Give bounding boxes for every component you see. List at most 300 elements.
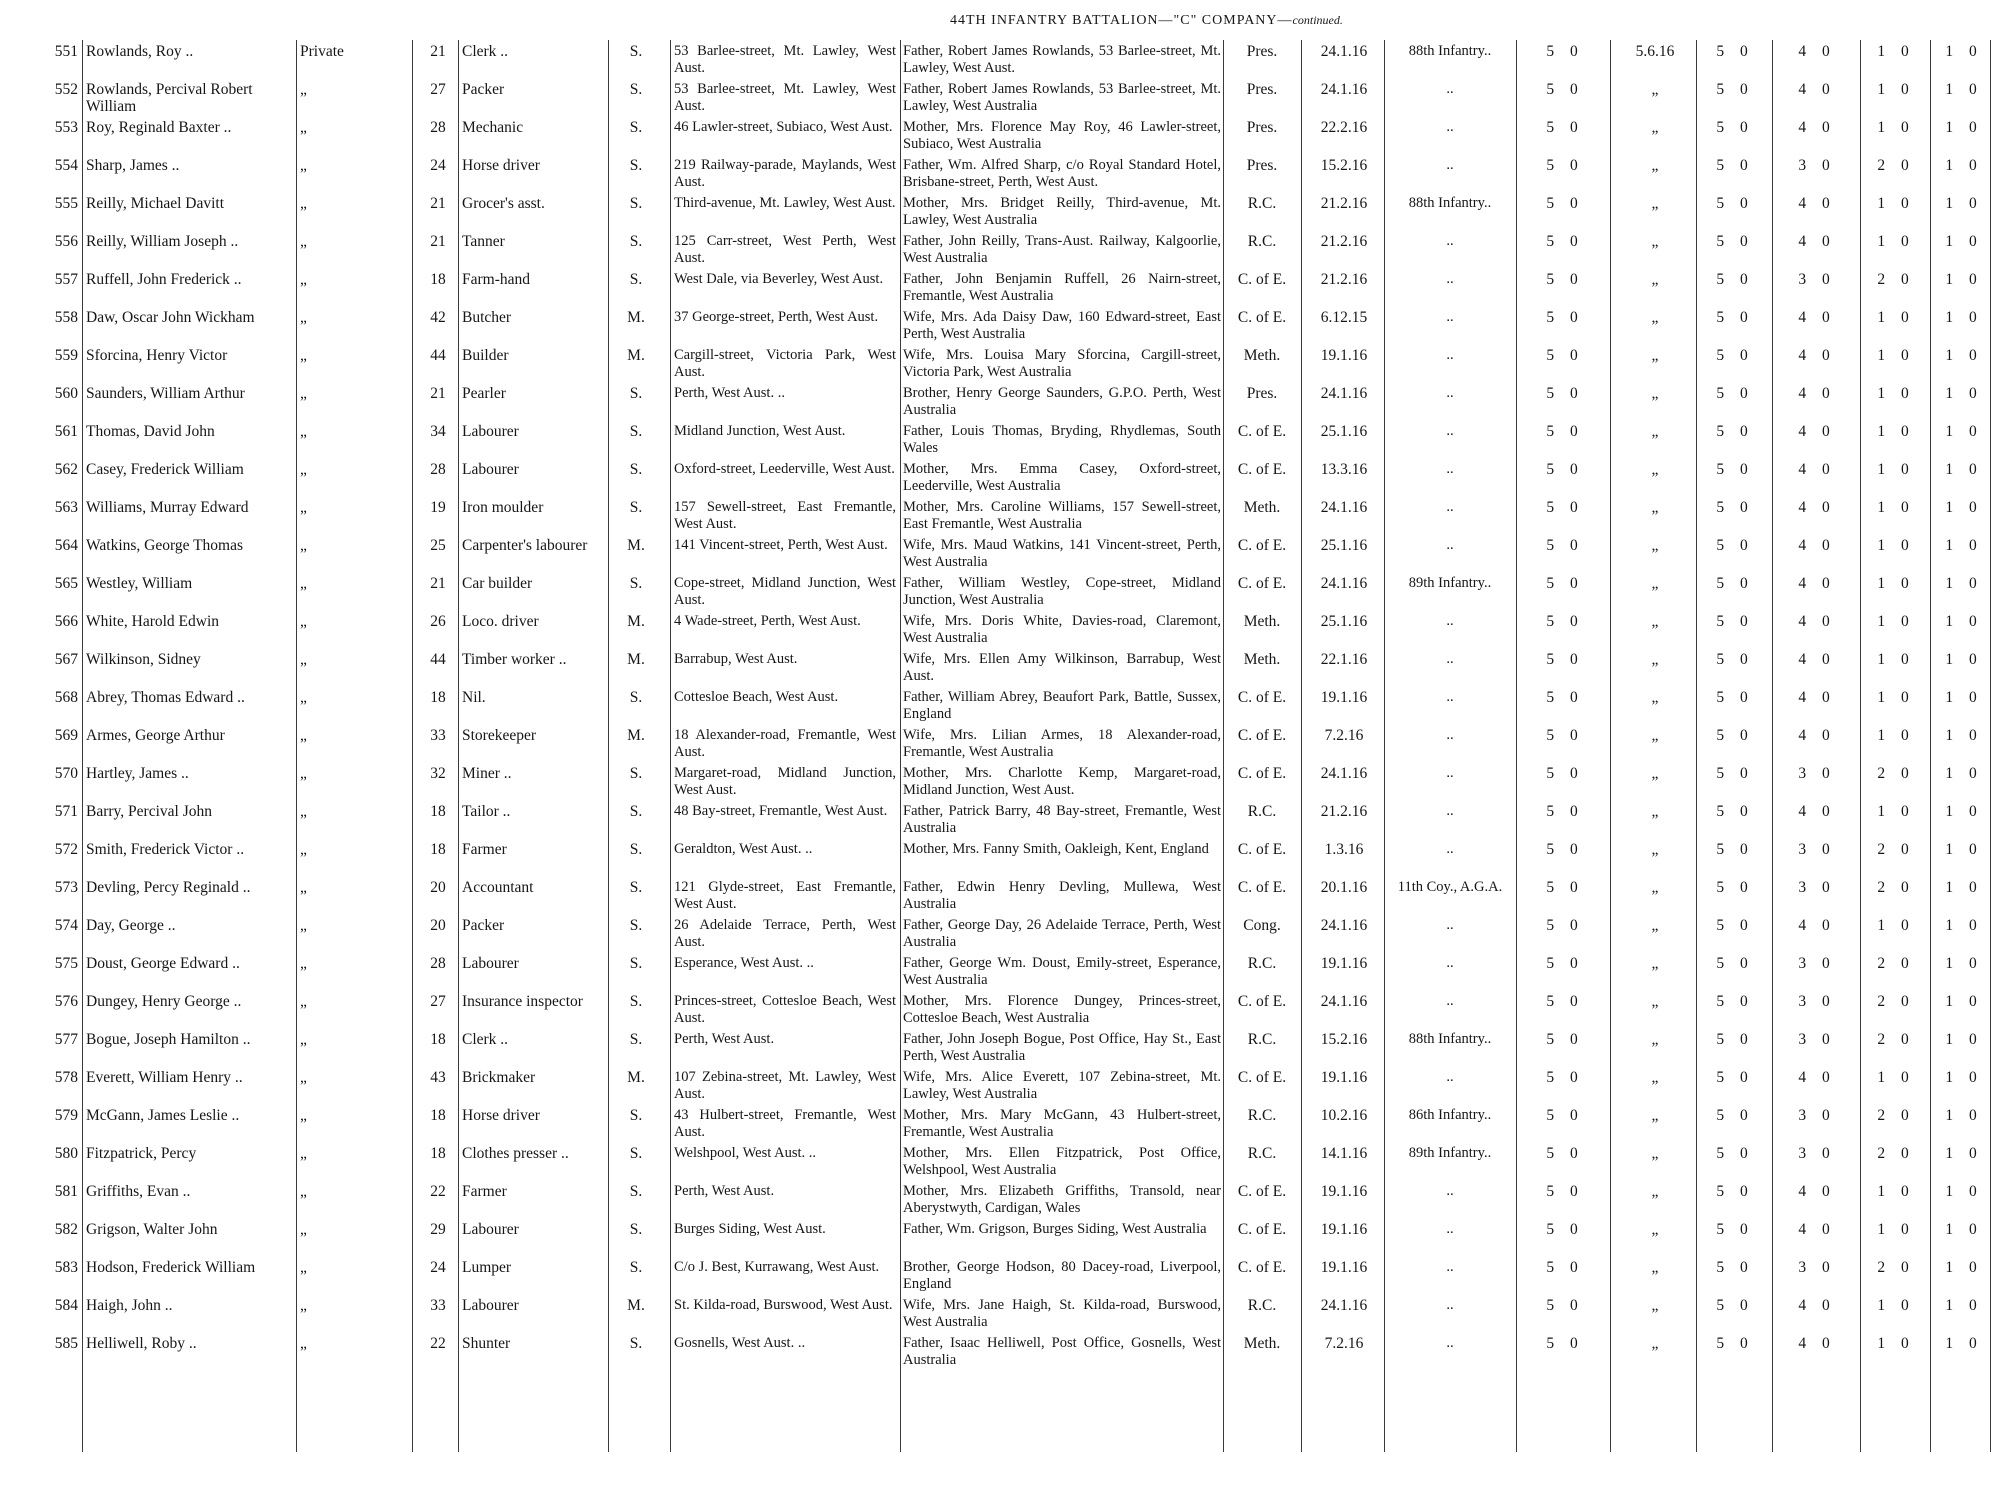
regimental-number-cell: 560 bbox=[54, 385, 78, 402]
soldier-name-cell: Armes, George Arthur bbox=[86, 727, 225, 744]
pay-rate-1-cell: 5 0 bbox=[1546, 1297, 1584, 1314]
address-cell: 26 Adelaide Terrace, Perth, West Aust. bbox=[674, 917, 896, 950]
age-cell: 20 bbox=[430, 917, 446, 934]
address-cell: 121 Glyde-street, East Fremantle, West Aust. bbox=[674, 879, 896, 912]
rank-cell: „ bbox=[300, 81, 307, 98]
separation-pay-cell: 1 0 bbox=[1945, 879, 1983, 896]
age-cell: 27 bbox=[430, 81, 446, 98]
pay-date-cell: „ bbox=[1651, 81, 1659, 98]
pay-rate-2-cell: 5 0 bbox=[1716, 461, 1754, 478]
trade-cell: Farm-hand bbox=[462, 271, 531, 288]
soldier-name-cell: Bogue, Joseph Hamilton .. bbox=[86, 1031, 251, 1048]
enlistment-date-cell: 19.1.16 bbox=[1320, 1183, 1368, 1200]
deferred-pay-cell: 1 0 bbox=[1877, 1297, 1915, 1314]
pay-rate-1-cell: 5 0 bbox=[1546, 1069, 1584, 1086]
enlistment-date-cell: 24.1.16 bbox=[1320, 765, 1368, 782]
soldier-name-cell: Hartley, James .. bbox=[86, 765, 189, 782]
trade-cell: Clothes presser .. bbox=[462, 1145, 569, 1162]
battalion-title: 44TH INFANTRY BATTALION—"C" COMPANY— bbox=[950, 13, 1293, 28]
deferred-pay-cell: 1 0 bbox=[1877, 423, 1915, 440]
next-of-kin-cell: Father, Louis Thomas, Bryding, Rhydlemas, South Wales bbox=[903, 423, 1221, 456]
address-cell: Midland Junction, West Aust. bbox=[674, 423, 846, 439]
address-cell: Margaret-road, Midland Junction, West Aust. bbox=[674, 765, 896, 798]
pay-rate-2-cell: 5 0 bbox=[1716, 309, 1754, 326]
trade-cell: Tanner bbox=[462, 233, 505, 250]
rank-cell: „ bbox=[300, 233, 307, 250]
regimental-number-cell: 559 bbox=[54, 347, 78, 364]
allotment-cell: 4 0 bbox=[1798, 499, 1836, 516]
allotment-cell: 4 0 bbox=[1798, 233, 1836, 250]
soldier-name-cell: Helliwell, Roby .. bbox=[86, 1335, 197, 1352]
religion-cell: C. of E. bbox=[1237, 1221, 1287, 1238]
deferred-pay-cell: 1 0 bbox=[1877, 385, 1915, 402]
previous-unit-cell: 89th Infantry.. bbox=[1408, 575, 1492, 591]
marital-status-cell: S. bbox=[629, 689, 643, 706]
table-row bbox=[0, 993, 2000, 1031]
table-row bbox=[0, 309, 2000, 347]
soldier-name-cell: Hodson, Frederick William bbox=[86, 1259, 256, 1276]
soldier-name-cell: Abrey, Thomas Edward .. bbox=[86, 689, 245, 706]
religion-cell: Pres. bbox=[1246, 119, 1278, 136]
address-cell: Geraldton, West Aust. .. bbox=[674, 841, 813, 857]
deferred-pay-cell: 2 0 bbox=[1877, 765, 1915, 782]
marital-status-cell: S. bbox=[629, 499, 643, 516]
deferred-pay-cell: 1 0 bbox=[1877, 195, 1915, 212]
previous-unit-cell: .. bbox=[1446, 1297, 1454, 1313]
soldier-name-cell: Grigson, Walter John bbox=[86, 1221, 218, 1238]
trade-cell: Shunter bbox=[462, 1335, 511, 1352]
regimental-number-cell: 564 bbox=[54, 537, 78, 554]
table-row bbox=[0, 803, 2000, 841]
pay-rate-2-cell: 5 0 bbox=[1716, 385, 1754, 402]
rank-cell: „ bbox=[300, 157, 307, 174]
marital-status-cell: M. bbox=[627, 1297, 645, 1314]
deferred-pay-cell: 1 0 bbox=[1877, 1335, 1915, 1352]
separation-pay-cell: 1 0 bbox=[1945, 233, 1983, 250]
regimental-number-cell: 577 bbox=[54, 1031, 78, 1048]
deferred-pay-cell: 1 0 bbox=[1877, 461, 1915, 478]
table-row bbox=[0, 1297, 2000, 1335]
separation-pay-cell: 1 0 bbox=[1945, 43, 1983, 60]
previous-unit-cell: .. bbox=[1446, 271, 1454, 287]
soldier-name-cell: Fitzpatrick, Percy bbox=[86, 1145, 197, 1162]
next-of-kin-cell: Wife, Mrs. Jane Haigh, St. Kilda-road, Burswood, West Australia bbox=[903, 1297, 1221, 1330]
allotment-cell: 4 0 bbox=[1798, 309, 1836, 326]
pay-date-cell: „ bbox=[1651, 955, 1659, 972]
religion-cell: C. of E. bbox=[1237, 575, 1287, 592]
enlistment-date-cell: 19.1.16 bbox=[1320, 955, 1368, 972]
previous-unit-cell: .. bbox=[1446, 955, 1454, 971]
allotment-cell: 3 0 bbox=[1798, 157, 1836, 174]
pay-rate-2-cell: 5 0 bbox=[1716, 195, 1754, 212]
table-row bbox=[0, 423, 2000, 461]
pay-rate-2-cell: 5 0 bbox=[1716, 1335, 1754, 1352]
previous-unit-cell: .. bbox=[1446, 1335, 1454, 1351]
enlistment-date-cell: 21.2.16 bbox=[1320, 803, 1368, 820]
trade-cell: Farmer bbox=[462, 1183, 507, 1200]
religion-cell: C. of E. bbox=[1237, 461, 1287, 478]
deferred-pay-cell: 2 0 bbox=[1877, 1145, 1915, 1162]
pay-rate-2-cell: 5 0 bbox=[1716, 727, 1754, 744]
next-of-kin-cell: Mother, Mrs. Florence Dungey, Princes-street, Cottesloe Beach, West Australia bbox=[903, 993, 1221, 1026]
enlistment-date-cell: 19.1.16 bbox=[1320, 1259, 1368, 1276]
soldier-name-cell: Smith, Frederick Victor .. bbox=[86, 841, 245, 858]
rank-cell: „ bbox=[300, 1183, 307, 1200]
address-cell: Esperance, West Aust. .. bbox=[674, 955, 814, 971]
regimental-number-cell: 553 bbox=[54, 119, 78, 136]
deferred-pay-cell: 2 0 bbox=[1877, 271, 1915, 288]
marital-status-cell: M. bbox=[627, 1069, 645, 1086]
previous-unit-cell: .. bbox=[1446, 499, 1454, 515]
regimental-number-cell: 569 bbox=[54, 727, 78, 744]
pay-rate-2-cell: 5 0 bbox=[1716, 1259, 1754, 1276]
enlistment-date-cell: 24.1.16 bbox=[1320, 499, 1368, 516]
deferred-pay-cell: 2 0 bbox=[1877, 1107, 1915, 1124]
separation-pay-cell: 1 0 bbox=[1945, 499, 1983, 516]
address-cell: 157 Sewell-street, East Fremantle, West Aust. bbox=[674, 499, 896, 532]
marital-status-cell: S. bbox=[629, 271, 643, 288]
trade-cell: Timber worker .. bbox=[462, 651, 567, 668]
trade-cell: Car builder bbox=[462, 575, 533, 592]
enlistment-date-cell: 7.2.16 bbox=[1324, 1335, 1364, 1352]
pay-rate-1-cell: 5 0 bbox=[1546, 1259, 1584, 1276]
allotment-cell: 4 0 bbox=[1798, 1183, 1836, 1200]
address-cell: 37 George-street, Perth, West Aust. bbox=[674, 309, 879, 325]
next-of-kin-cell: Wife, Mrs. Louisa Mary Sforcina, Cargill-street, Victoria Park, West Australia bbox=[903, 347, 1221, 380]
address-cell: Third-avenue, Mt. Lawley, West Aust. bbox=[674, 195, 896, 211]
religion-cell: C. of E. bbox=[1237, 309, 1287, 326]
pay-rate-1-cell: 5 0 bbox=[1546, 43, 1584, 60]
deferred-pay-cell: 1 0 bbox=[1877, 651, 1915, 668]
address-cell: St. Kilda-road, Burswood, West Aust. bbox=[674, 1297, 893, 1313]
pay-rate-1-cell: 5 0 bbox=[1546, 537, 1584, 554]
deferred-pay-cell: 1 0 bbox=[1877, 917, 1915, 934]
allotment-cell: 4 0 bbox=[1798, 43, 1836, 60]
pay-date-cell: „ bbox=[1651, 993, 1659, 1010]
regimental-number-cell: 566 bbox=[54, 613, 78, 630]
address-cell: 46 Lawler-street, Subiaco, West Aust. bbox=[674, 119, 893, 135]
table-row bbox=[0, 43, 2000, 81]
enlistment-date-cell: 14.1.16 bbox=[1320, 1145, 1368, 1162]
soldier-name-cell: Ruffell, John Frederick .. bbox=[86, 271, 242, 288]
page-header bbox=[950, 13, 1343, 29]
address-cell: 107 Zebina-street, Mt. Lawley, West Aust. bbox=[674, 1069, 896, 1102]
marital-status-cell: S. bbox=[629, 1221, 643, 1238]
pay-rate-1-cell: 5 0 bbox=[1546, 1183, 1584, 1200]
age-cell: 18 bbox=[430, 271, 446, 288]
rank-cell: „ bbox=[300, 537, 307, 554]
pay-rate-2-cell: 5 0 bbox=[1716, 651, 1754, 668]
next-of-kin-cell: Mother, Mrs. Caroline Williams, 157 Sewell-street, East Fremantle, West Australia bbox=[903, 499, 1221, 532]
rank-cell: „ bbox=[300, 1335, 307, 1352]
pay-date-cell: „ bbox=[1651, 195, 1659, 212]
rank-cell: „ bbox=[300, 385, 307, 402]
previous-unit-cell: .. bbox=[1446, 651, 1454, 667]
enlistment-date-cell: 24.1.16 bbox=[1320, 917, 1368, 934]
religion-cell: Meth. bbox=[1243, 1335, 1281, 1352]
allotment-cell: 4 0 bbox=[1798, 195, 1836, 212]
enlistment-date-cell: 24.1.16 bbox=[1320, 1297, 1368, 1314]
next-of-kin-cell: Brother, Henry George Saunders, G.P.O. Perth, West Australia bbox=[903, 385, 1221, 418]
trade-cell: Brickmaker bbox=[462, 1069, 536, 1086]
pay-rate-1-cell: 5 0 bbox=[1546, 157, 1584, 174]
marital-status-cell: S. bbox=[629, 955, 643, 972]
next-of-kin-cell: Father, Wm. Grigson, Burges Siding, West Australia bbox=[903, 1221, 1207, 1237]
address-cell: C/o J. Best, Kurrawang, West Aust. bbox=[674, 1259, 880, 1275]
regimental-number-cell: 562 bbox=[54, 461, 78, 478]
previous-unit-cell: 89th Infantry.. bbox=[1408, 1145, 1492, 1161]
pay-date-cell: „ bbox=[1651, 575, 1659, 592]
previous-unit-cell: .. bbox=[1446, 347, 1454, 363]
allotment-cell: 4 0 bbox=[1798, 689, 1836, 706]
enlistment-date-cell: 25.1.16 bbox=[1320, 423, 1368, 440]
enlistment-date-cell: 24.1.16 bbox=[1320, 385, 1368, 402]
separation-pay-cell: 1 0 bbox=[1945, 119, 1983, 136]
next-of-kin-cell: Mother, Mrs. Bridget Reilly, Third-avenue, Mt. Lawley, West Australia bbox=[903, 195, 1221, 228]
enlistment-date-cell: 19.1.16 bbox=[1320, 689, 1368, 706]
separation-pay-cell: 1 0 bbox=[1945, 727, 1983, 744]
enlistment-date-cell: 7.2.16 bbox=[1324, 727, 1364, 744]
enlistment-date-cell: 21.2.16 bbox=[1320, 195, 1368, 212]
previous-unit-cell: .. bbox=[1446, 765, 1454, 781]
allotment-cell: 3 0 bbox=[1798, 879, 1836, 896]
soldier-name-cell: Day, George .. bbox=[86, 917, 176, 934]
marital-status-cell: S. bbox=[629, 765, 643, 782]
separation-pay-cell: 1 0 bbox=[1945, 309, 1983, 326]
separation-pay-cell: 1 0 bbox=[1945, 461, 1983, 478]
table-row bbox=[0, 651, 2000, 689]
previous-unit-cell: .. bbox=[1446, 461, 1454, 477]
address-cell: 18 Alexander-road, Fremantle, West Aust. bbox=[674, 727, 896, 760]
enlistment-date-cell: 21.2.16 bbox=[1320, 271, 1368, 288]
next-of-kin-cell: Father, Edwin Henry Devling, Mullewa, West Australia bbox=[903, 879, 1221, 912]
pay-date-cell: „ bbox=[1651, 1259, 1659, 1276]
regimental-number-cell: 561 bbox=[54, 423, 78, 440]
age-cell: 21 bbox=[430, 575, 446, 592]
age-cell: 20 bbox=[430, 879, 446, 896]
regimental-number-cell: 570 bbox=[54, 765, 78, 782]
address-cell: Princes-street, Cottesloe Beach, West Aust. bbox=[674, 993, 896, 1026]
soldier-name-cell: Reilly, William Joseph .. bbox=[86, 233, 239, 250]
pay-rate-1-cell: 5 0 bbox=[1546, 1221, 1584, 1238]
religion-cell: C. of E. bbox=[1237, 993, 1287, 1010]
address-cell: 219 Railway-parade, Maylands, West Aust. bbox=[674, 157, 896, 190]
rank-cell: „ bbox=[300, 119, 307, 136]
allotment-cell: 4 0 bbox=[1798, 727, 1836, 744]
pay-rate-2-cell: 5 0 bbox=[1716, 271, 1754, 288]
deferred-pay-cell: 1 0 bbox=[1877, 119, 1915, 136]
allotment-cell: 4 0 bbox=[1798, 917, 1836, 934]
pay-date-cell: „ bbox=[1651, 1145, 1659, 1162]
religion-cell: R.C. bbox=[1247, 1145, 1277, 1162]
pay-date-cell: „ bbox=[1651, 1107, 1659, 1124]
previous-unit-cell: .. bbox=[1446, 385, 1454, 401]
allotment-cell: 4 0 bbox=[1798, 803, 1836, 820]
soldier-name-cell: Rowlands, Roy .. bbox=[86, 43, 194, 60]
next-of-kin-cell: Mother, Mrs. Florence May Roy, 46 Lawler-street, Subiaco, West Australia bbox=[903, 119, 1221, 152]
rank-cell: „ bbox=[300, 271, 307, 288]
religion-cell: Pres. bbox=[1246, 157, 1278, 174]
soldier-name-cell: White, Harold Edwin bbox=[86, 613, 220, 630]
pay-date-cell: „ bbox=[1651, 917, 1659, 934]
marital-status-cell: S. bbox=[629, 841, 643, 858]
marital-status-cell: S. bbox=[629, 81, 643, 98]
deferred-pay-cell: 1 0 bbox=[1877, 309, 1915, 326]
age-cell: 21 bbox=[430, 385, 446, 402]
marital-status-cell: S. bbox=[629, 119, 643, 136]
pay-date-cell: „ bbox=[1651, 1031, 1659, 1048]
allotment-cell: 3 0 bbox=[1798, 1031, 1836, 1048]
religion-cell: R.C. bbox=[1247, 1297, 1277, 1314]
religion-cell: R.C. bbox=[1247, 803, 1277, 820]
pay-rate-1-cell: 5 0 bbox=[1546, 879, 1584, 896]
rank-cell: „ bbox=[300, 1069, 307, 1086]
deferred-pay-cell: 1 0 bbox=[1877, 1183, 1915, 1200]
pay-date-cell: „ bbox=[1651, 841, 1659, 858]
age-cell: 44 bbox=[430, 651, 446, 668]
allotment-cell: 4 0 bbox=[1798, 1221, 1836, 1238]
age-cell: 21 bbox=[430, 233, 446, 250]
separation-pay-cell: 1 0 bbox=[1945, 385, 1983, 402]
regimental-number-cell: 558 bbox=[54, 309, 78, 326]
rank-cell: „ bbox=[300, 613, 307, 630]
next-of-kin-cell: Mother, Mrs. Charlotte Kemp, Margaret-road, Midland Junction, West Aust. bbox=[903, 765, 1221, 798]
allotment-cell: 3 0 bbox=[1798, 1107, 1836, 1124]
age-cell: 22 bbox=[430, 1183, 446, 1200]
pay-rate-2-cell: 5 0 bbox=[1716, 347, 1754, 364]
pay-date-cell: „ bbox=[1651, 1335, 1659, 1352]
pay-rate-2-cell: 5 0 bbox=[1716, 157, 1754, 174]
next-of-kin-cell: Father, George Wm. Doust, Emily-street, Esperance, West Australia bbox=[903, 955, 1221, 988]
continued-note: continued. bbox=[1292, 13, 1343, 27]
pay-rate-1-cell: 5 0 bbox=[1546, 119, 1584, 136]
soldier-name-cell: Haigh, John .. bbox=[86, 1297, 173, 1314]
pay-rate-2-cell: 5 0 bbox=[1716, 613, 1754, 630]
table-row bbox=[0, 879, 2000, 917]
rank-cell: „ bbox=[300, 1031, 307, 1048]
trade-cell: Labourer bbox=[462, 461, 519, 478]
deferred-pay-cell: 2 0 bbox=[1877, 993, 1915, 1010]
allotment-cell: 4 0 bbox=[1798, 347, 1836, 364]
age-cell: 33 bbox=[430, 1297, 446, 1314]
next-of-kin-cell: Father, John Reilly, Trans-Aust. Railway, Kalgoorlie, West Australia bbox=[903, 233, 1221, 266]
soldier-name-cell: Reilly, Michael Davitt bbox=[86, 195, 225, 212]
table-row bbox=[0, 119, 2000, 157]
next-of-kin-cell: Father, William Westley, Cope-street, Midland Junction, West Australia bbox=[903, 575, 1221, 608]
pay-rate-1-cell: 5 0 bbox=[1546, 575, 1584, 592]
regimental-number-cell: 573 bbox=[54, 879, 78, 896]
marital-status-cell: S. bbox=[629, 43, 643, 60]
pay-date-cell: „ bbox=[1651, 803, 1659, 820]
regimental-number-cell: 555 bbox=[54, 195, 78, 212]
religion-cell: C. of E. bbox=[1237, 1069, 1287, 1086]
religion-cell: Meth. bbox=[1243, 499, 1281, 516]
next-of-kin-cell: Father, Patrick Barry, 48 Bay-street, Fremantle, West Australia bbox=[903, 803, 1221, 836]
pay-date-cell: 5.6.16 bbox=[1635, 43, 1675, 60]
regimental-number-cell: 567 bbox=[54, 651, 78, 668]
soldier-name-cell: Griffiths, Evan .. bbox=[86, 1183, 191, 1200]
religion-cell: C. of E. bbox=[1237, 689, 1287, 706]
regimental-number-cell: 583 bbox=[54, 1259, 78, 1276]
next-of-kin-cell: Father, Isaac Helliwell, Post Office, Gosnells, West Australia bbox=[903, 1335, 1221, 1368]
pay-rate-2-cell: 5 0 bbox=[1716, 1297, 1754, 1314]
table-row bbox=[0, 499, 2000, 537]
rank-cell: „ bbox=[300, 423, 307, 440]
enlistment-date-cell: 1.3.16 bbox=[1324, 841, 1364, 858]
table-row bbox=[0, 233, 2000, 271]
address-cell: Perth, West Aust. .. bbox=[674, 385, 785, 401]
regimental-number-cell: 554 bbox=[54, 157, 78, 174]
separation-pay-cell: 1 0 bbox=[1945, 1297, 1983, 1314]
table-row bbox=[0, 461, 2000, 499]
regimental-number-cell: 551 bbox=[54, 43, 78, 60]
allotment-cell: 3 0 bbox=[1798, 1259, 1836, 1276]
deferred-pay-cell: 1 0 bbox=[1877, 727, 1915, 744]
address-cell: 48 Bay-street, Fremantle, West Aust. bbox=[674, 803, 888, 819]
trade-cell: Loco. driver bbox=[462, 613, 539, 630]
deferred-pay-cell: 1 0 bbox=[1877, 575, 1915, 592]
address-cell: Oxford-street, Leederville, West Aust. bbox=[674, 461, 895, 477]
pay-date-cell: „ bbox=[1651, 157, 1659, 174]
religion-cell: C. of E. bbox=[1237, 271, 1287, 288]
trade-cell: Builder bbox=[462, 347, 509, 364]
previous-unit-cell: 88th Infantry.. bbox=[1408, 1031, 1492, 1047]
previous-unit-cell: .. bbox=[1446, 423, 1454, 439]
trade-cell: Storekeeper bbox=[462, 727, 537, 744]
pay-date-cell: „ bbox=[1651, 423, 1659, 440]
table-row bbox=[0, 347, 2000, 385]
previous-unit-cell: .. bbox=[1446, 233, 1454, 249]
pay-date-cell: „ bbox=[1651, 461, 1659, 478]
age-cell: 21 bbox=[430, 195, 446, 212]
marital-status-cell: M. bbox=[627, 727, 645, 744]
religion-cell: C. of E. bbox=[1237, 1183, 1287, 1200]
trade-cell: Horse driver bbox=[462, 157, 540, 174]
table-row bbox=[0, 841, 2000, 879]
pay-rate-2-cell: 5 0 bbox=[1716, 1069, 1754, 1086]
pay-rate-1-cell: 5 0 bbox=[1546, 309, 1584, 326]
table-row bbox=[0, 689, 2000, 727]
allotment-cell: 3 0 bbox=[1798, 765, 1836, 782]
previous-unit-cell: 88th Infantry.. bbox=[1408, 195, 1492, 211]
pay-rate-2-cell: 5 0 bbox=[1716, 1221, 1754, 1238]
trade-cell: Labourer bbox=[462, 955, 519, 972]
age-cell: 28 bbox=[430, 119, 446, 136]
separation-pay-cell: 1 0 bbox=[1945, 1335, 1983, 1352]
pay-rate-2-cell: 5 0 bbox=[1716, 689, 1754, 706]
pay-date-cell: „ bbox=[1651, 347, 1659, 364]
rank-cell: „ bbox=[300, 651, 307, 668]
soldier-name-cell: Casey, Frederick William bbox=[86, 461, 244, 478]
trade-cell: Pearler bbox=[462, 385, 506, 402]
age-cell: 18 bbox=[430, 689, 446, 706]
rank-cell: „ bbox=[300, 499, 307, 516]
separation-pay-cell: 1 0 bbox=[1945, 765, 1983, 782]
religion-cell: R.C. bbox=[1247, 955, 1277, 972]
age-cell: 24 bbox=[430, 157, 446, 174]
pay-rate-2-cell: 5 0 bbox=[1716, 955, 1754, 972]
rank-cell: „ bbox=[300, 309, 307, 326]
trade-cell: Tailor .. bbox=[462, 803, 511, 820]
rank-cell: „ bbox=[300, 575, 307, 592]
next-of-kin-cell: Father, Robert James Rowlands, 53 Barlee-street, Mt. Lawley, West Aust. bbox=[903, 43, 1221, 76]
rank-cell: „ bbox=[300, 803, 307, 820]
address-cell: 53 Barlee-street, Mt. Lawley, West Aust. bbox=[674, 81, 896, 114]
regimental-number-cell: 576 bbox=[54, 993, 78, 1010]
trade-cell: Miner .. bbox=[462, 765, 512, 782]
address-cell: 53 Barlee-street, Mt. Lawley, West Aust. bbox=[674, 43, 896, 76]
table-row bbox=[0, 955, 2000, 993]
